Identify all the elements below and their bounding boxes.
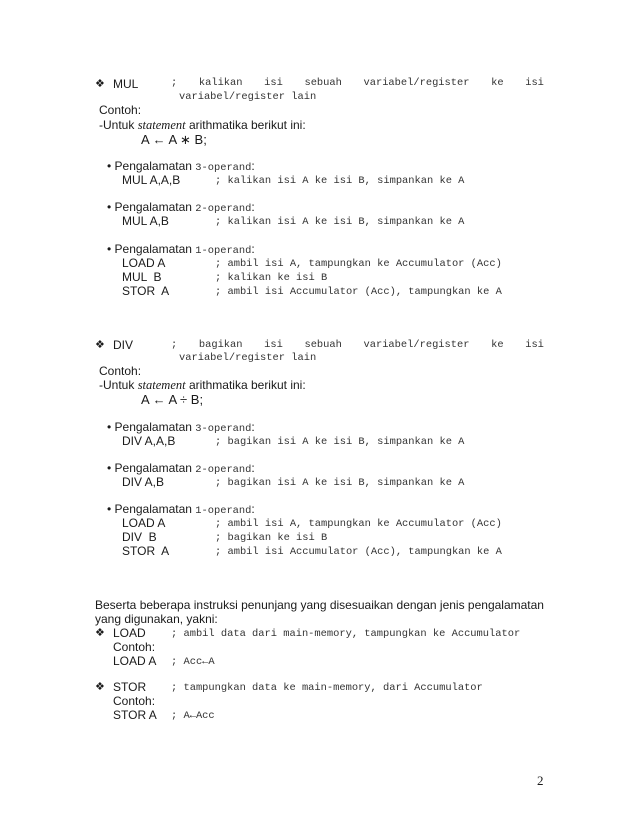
mul-1operand-code-row3: STOR A — [122, 284, 170, 298]
div-3operand-code: DIV A,A,B — [122, 434, 176, 448]
stor-mnemonic: STOR — [113, 680, 147, 694]
intro-word: yang — [300, 598, 327, 612]
div-1operand-comment-row2: ; bagikan ke isi B — [215, 532, 328, 544]
load-comment: ; ambil data dari main-memory, tampungkan ke Accumulator — [171, 628, 521, 640]
div-contoh-label: Contoh: — [99, 364, 142, 378]
desc-word: ke — [491, 339, 504, 351]
mul-untuk-line — [99, 118, 306, 132]
desc-word: isi — [525, 77, 544, 89]
untuk-italic: statement — [137, 118, 186, 132]
heading-colon: : — [251, 242, 255, 256]
desc-word: bagikan — [198, 339, 243, 351]
heading-colon: : — [251, 200, 255, 214]
div-formula: A ← A ÷ B; — [141, 392, 204, 407]
desc-word: isi — [525, 339, 544, 351]
stor-comment: ; tampungkan data ke main-memory, dari Accumulator — [171, 682, 483, 694]
intro-word: pengalamatan — [467, 598, 544, 612]
intro-word: disesuaikan — [329, 598, 394, 612]
mul-contoh-label: Contoh: — [99, 103, 142, 117]
load-example-comment: ; Acc←A — [171, 656, 215, 668]
heading-colon: : — [251, 420, 255, 434]
stor-example-code: STOR A — [113, 708, 157, 722]
mul-3operand-code: MUL A,A,B — [122, 173, 181, 187]
support-intro-line2: yang digunakan, yakni: — [95, 612, 218, 626]
load-contoh-label: Contoh: — [113, 640, 156, 654]
heading-label: • Pengalamatan — [107, 159, 196, 173]
div-2operand-code: DIV A,B — [122, 475, 165, 489]
div-2operand-comment: ; bagikan isi A ke isi B, simpankan ke A — [215, 477, 465, 489]
load-example-code: LOAD A — [113, 654, 157, 668]
heading-colon: : — [251, 159, 255, 173]
untuk-suffix: arithmatika berikut ini: — [185, 118, 306, 132]
untuk-suffix: arithmatika berikut ini: — [185, 378, 306, 392]
div-1operand-code-row1: LOAD A — [122, 516, 166, 530]
mul-2operand-comment: ; kalikan isi A ke isi B, simpankan ke A — [215, 216, 465, 228]
div-1operand-comment-row3: ; ambil isi Accumulator (Acc), tampungkan ke A — [215, 546, 502, 558]
heading-colon: : — [251, 461, 255, 475]
diamond-bullet-icon: ❖ — [95, 77, 105, 90]
desc-word: ; — [171, 339, 178, 351]
heading-label: • Pengalamatan — [107, 200, 196, 214]
heading-label: • Pengalamatan — [107, 242, 196, 256]
heading-label: • Pengalamatan — [107, 502, 196, 516]
div-1operand-code-row2: DIV B — [122, 530, 157, 544]
mul-1operand-code-row1: LOAD A — [122, 256, 166, 270]
diamond-bullet-icon: ❖ — [95, 680, 105, 693]
desc-word: kalikan — [198, 77, 243, 89]
div-description-line1 — [171, 339, 544, 351]
support-intro-line1 — [95, 598, 544, 612]
mul-2operand-code: MUL A,B — [122, 214, 169, 228]
heading-operand: 2-operand — [195, 464, 252, 476]
heading-label: • Pengalamatan — [107, 420, 196, 434]
stor-contoh-label: Contoh: — [113, 694, 156, 708]
intro-word: beberapa — [139, 598, 191, 612]
desc-word: isi — [264, 339, 283, 351]
mul-description-line1 — [171, 77, 544, 89]
untuk-italic: statement — [137, 378, 186, 392]
mul-3operand-comment: ; kalikan isi A ke isi B, simpankan ke A — [215, 175, 465, 187]
intro-word: penunjang — [241, 598, 298, 612]
intro-word: Beserta — [95, 598, 137, 612]
heading-colon: : — [251, 502, 255, 516]
heading-operand: 1-operand — [195, 505, 252, 517]
div-3operand-comment: ; bagikan isi A ke isi B, simpankan ke A — [215, 436, 465, 448]
desc-word: ; — [171, 77, 178, 89]
desc-word: sebuah — [304, 77, 342, 89]
mul-mnemonic: MUL — [113, 77, 139, 91]
heading-operand: 2-operand — [195, 203, 252, 215]
heading-label: • Pengalamatan — [107, 461, 196, 475]
mul-1operand-code-row2: MUL B — [122, 270, 162, 284]
desc-word: ke — [491, 77, 504, 89]
desc-word: sebuah — [304, 339, 342, 351]
intro-word: instruksi — [193, 598, 238, 612]
mul-description-line2: variabel/register lain — [179, 91, 317, 103]
div-mnemonic: DIV — [113, 338, 134, 352]
mul-1operand-comment-row3: ; ambil isi Accumulator (Acc), tampungkan ke A — [215, 286, 502, 298]
load-mnemonic: LOAD — [113, 626, 146, 640]
diamond-bullet-icon: ❖ — [95, 338, 105, 351]
intro-word: dengan — [396, 598, 437, 612]
div-description-line2: variabel/register lain — [179, 352, 317, 364]
mul-formula: A ← A ∗ B; — [141, 132, 207, 147]
mul-1operand-comment-row2: ; kalikan ke isi B — [215, 272, 328, 284]
mul-1operand-comment-row1: ; ambil isi A, tampungkan ke Accumulator (Acc) — [215, 258, 502, 270]
heading-operand: 3-operand — [195, 423, 252, 435]
div-1operand-comment-row1: ; ambil isi A, tampungkan ke Accumulator (Acc) — [215, 518, 502, 530]
div-1operand-code-row3: STOR A — [122, 544, 170, 558]
desc-word: isi — [264, 77, 283, 89]
untuk-prefix: -Untuk — [99, 118, 138, 132]
stor-example-comment: ; A←Acc — [171, 710, 215, 722]
heading-operand: 3-operand — [195, 162, 252, 174]
desc-word: variabel/register — [363, 77, 470, 89]
untuk-prefix: -Untuk — [99, 378, 138, 392]
div-untuk-line — [99, 378, 306, 392]
desc-word: variabel/register — [363, 339, 470, 351]
intro-word: jenis — [439, 598, 465, 612]
diamond-bullet-icon: ❖ — [95, 626, 105, 639]
page-number: 2 — [537, 773, 544, 788]
heading-operand: 1-operand — [195, 245, 252, 257]
